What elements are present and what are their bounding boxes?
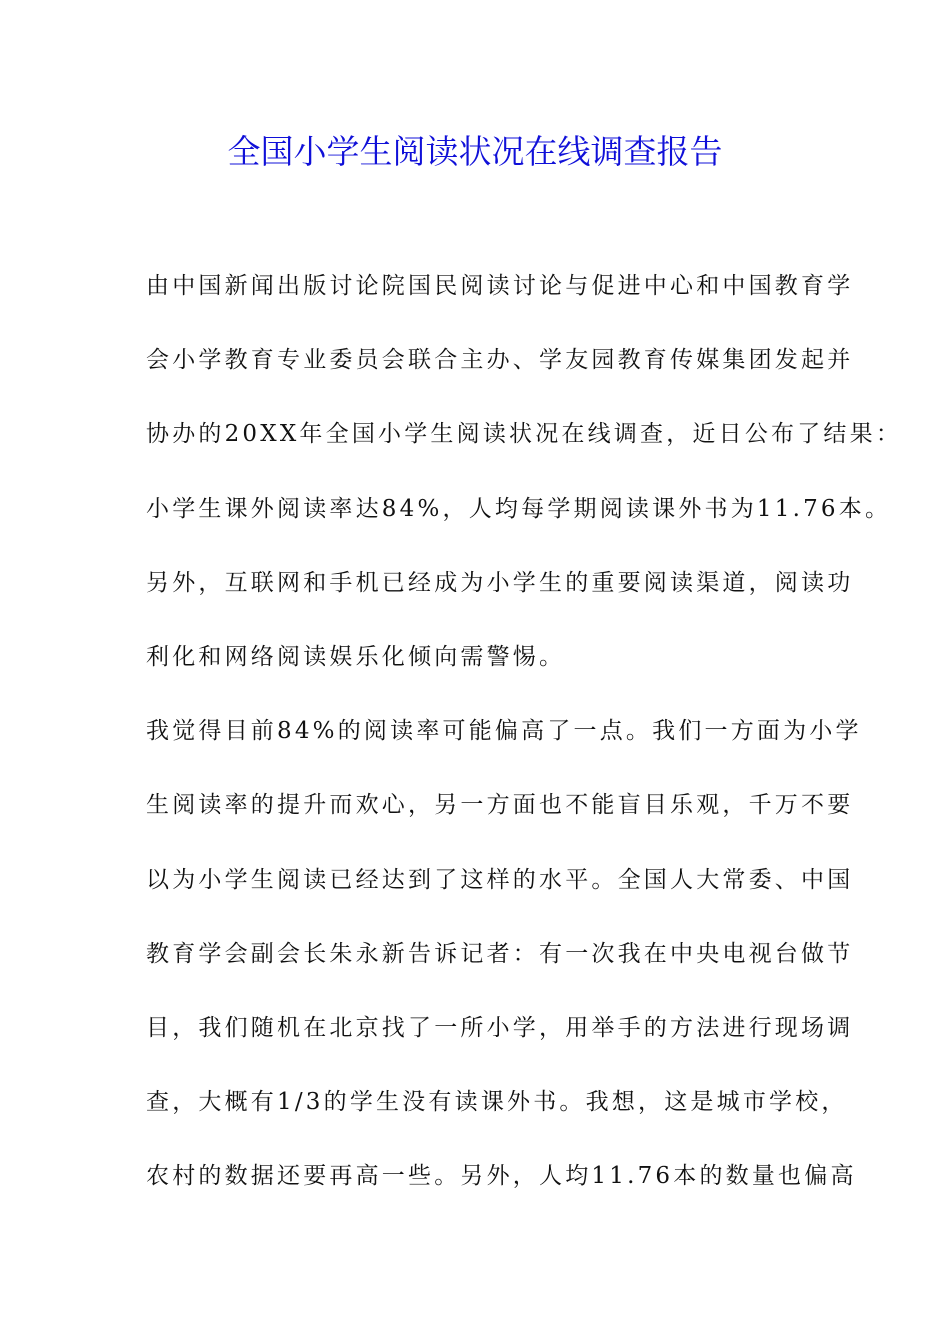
body-line: 以为小学生阅读已经达到了这样的水平。全国人大常委、中国 — [146, 866, 854, 893]
document-title: 全国小学生阅读状况在线调查报告 — [227, 132, 723, 171]
body-line: 生阅读率的提升而欢心，另一方面也不能盲目乐观，千万不要 — [146, 792, 854, 819]
body-line: 农村的数据还要再高一些。另外，人均11.76本的数量也偏高 — [146, 1163, 857, 1190]
body-line: 我觉得目前84%的阅读率可能偏高了一点。我们一方面为小学 — [146, 718, 862, 745]
body-line: 教育学会副会长朱永新告诉记者：有一次我在中央电视台做节 — [146, 940, 854, 967]
body-line: 小学生课外阅读率达84%，人均每学期阅读课外书为11.76本。 — [146, 495, 892, 522]
document-body — [146, 262, 903, 1226]
body-line: 查，大概有1/3的学生没有读课外书。我想，这是城市学校， — [146, 1089, 848, 1116]
body-line: 会小学教育专业委员会联合主办、学友园教育传媒集团发起并 — [146, 347, 854, 374]
body-line: 目，我们随机在北京找了一所小学，用举手的方法进行现场调 — [146, 1014, 854, 1041]
body-line: 协办的20XX年全国小学生阅读状况在线调查，近日公布了结果： — [146, 421, 903, 448]
body-line: 另外，互联网和手机已经成为小学生的重要阅读渠道，阅读功 — [146, 569, 854, 596]
body-line: 利化和网络阅读娱乐化倾向需警惕。 — [146, 643, 566, 670]
body-line: 由中国新闻出版讨论院国民阅读讨论与促进中心和中国教育学 — [146, 273, 854, 299]
